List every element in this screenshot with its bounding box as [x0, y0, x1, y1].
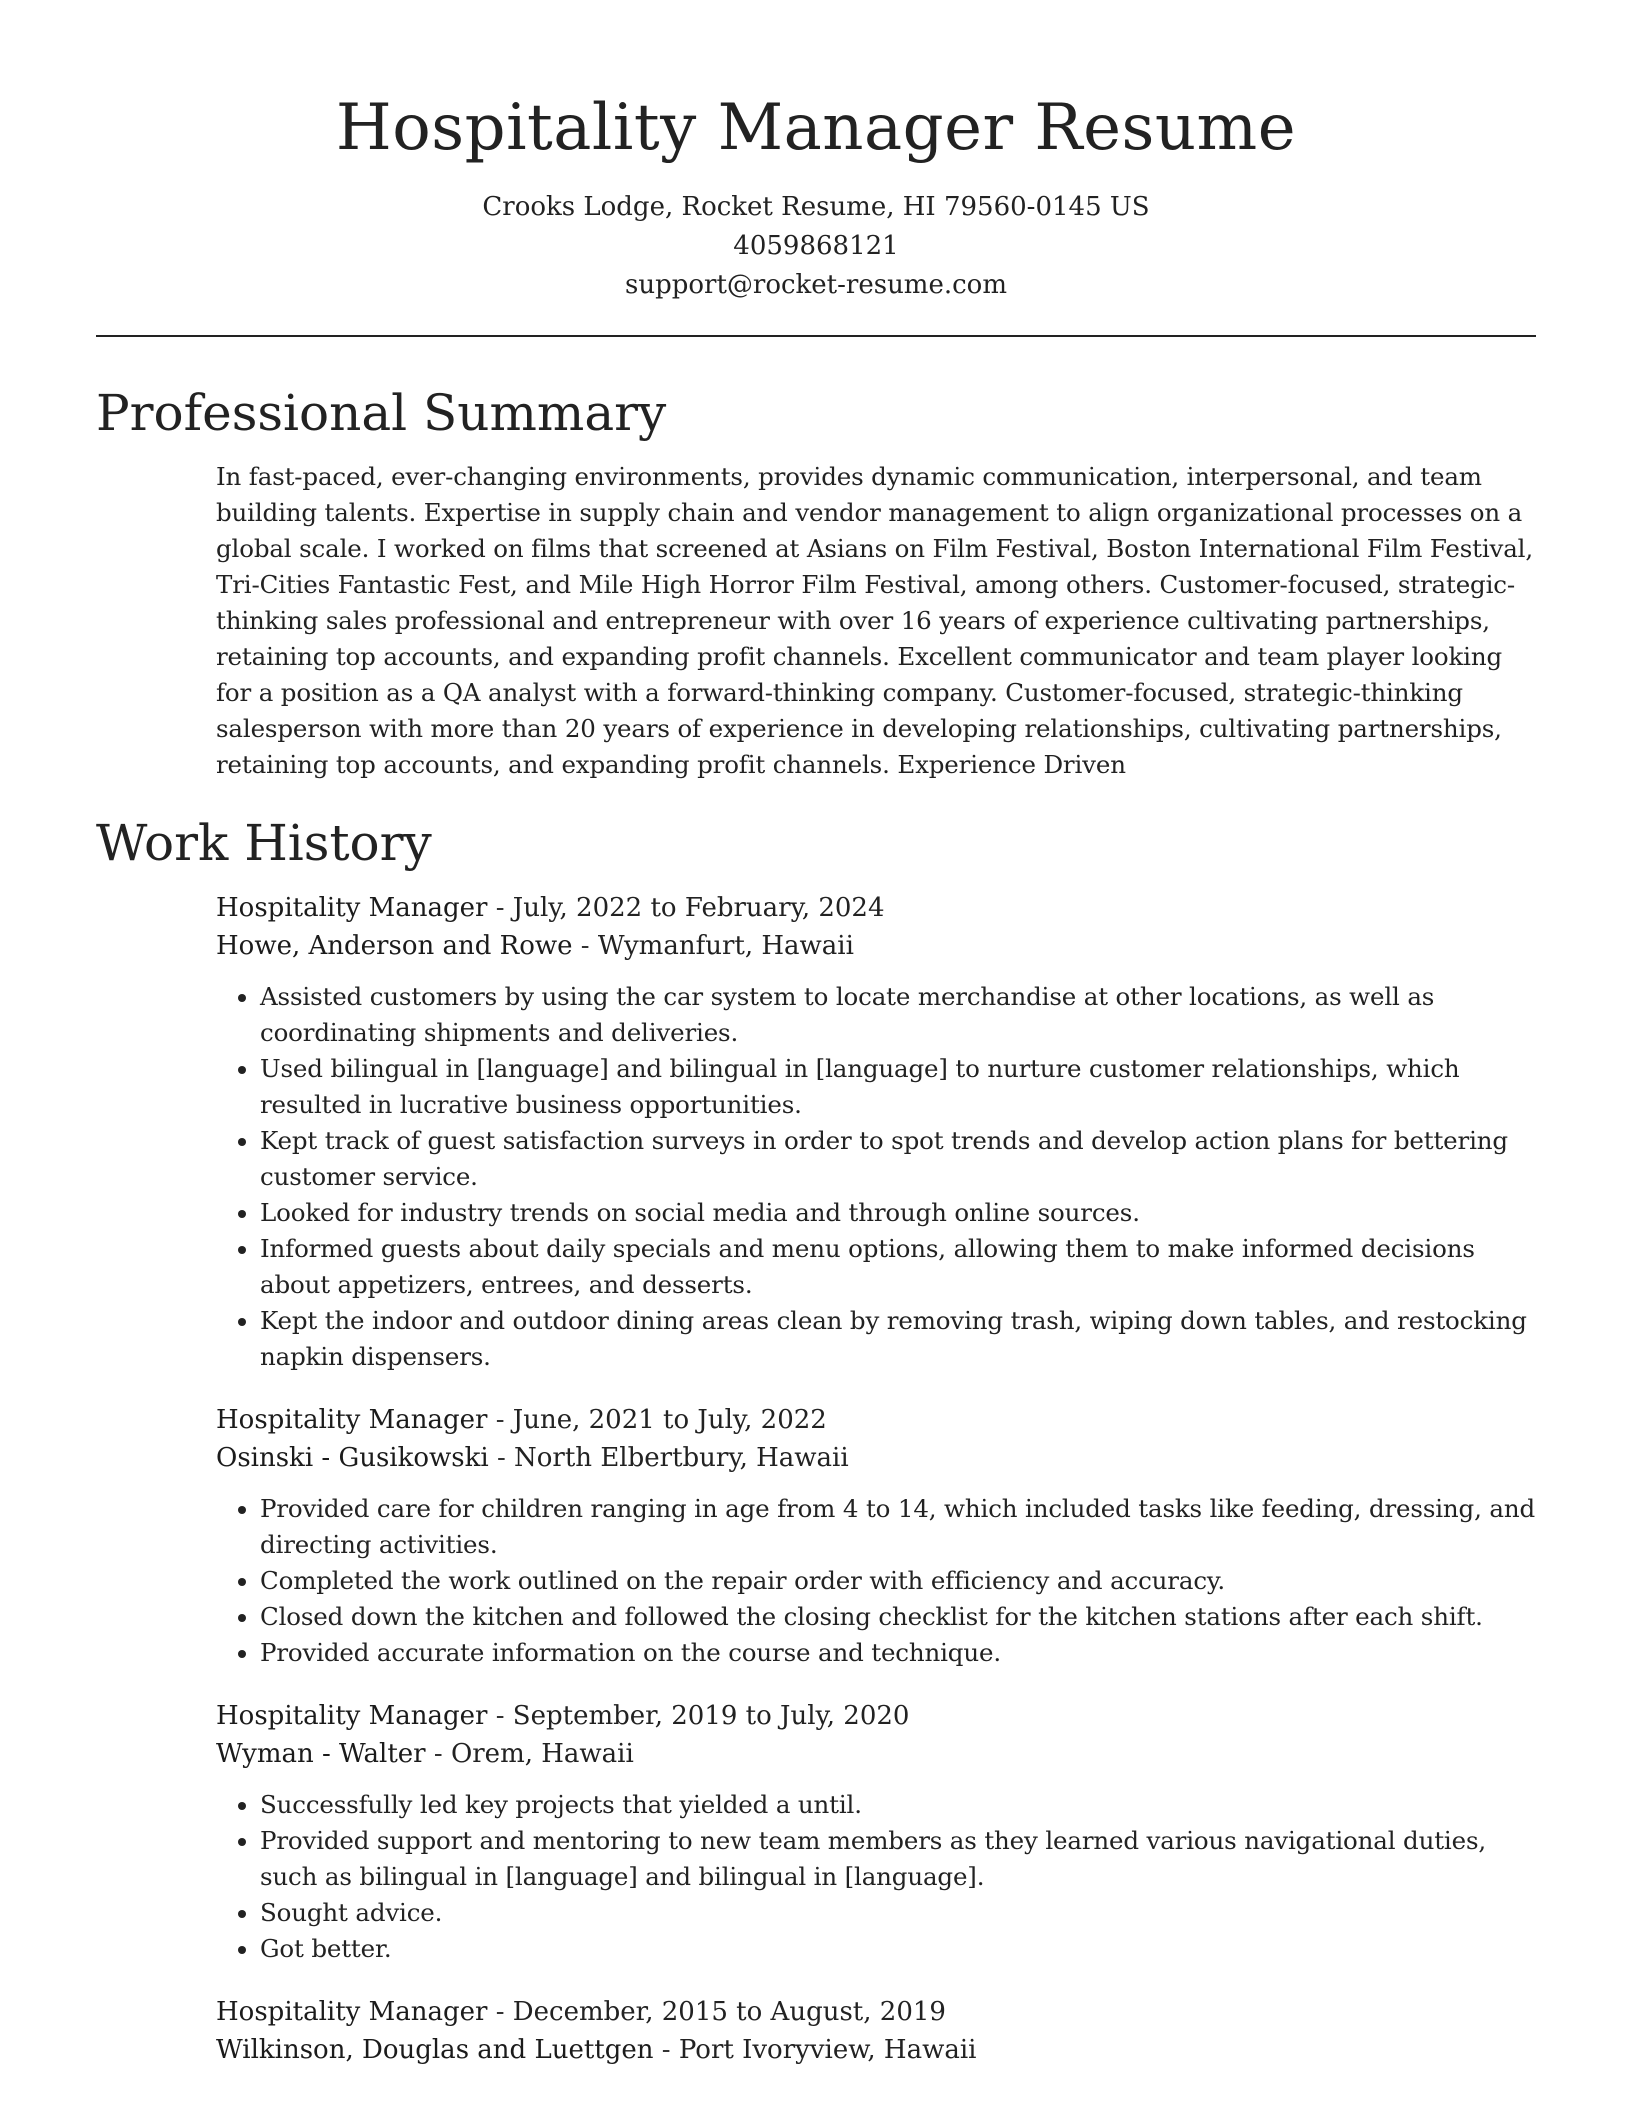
job-list: [96, 889, 1536, 2069]
section-heading-work-history: Work History: [96, 814, 432, 872]
contact-address: Crooks Lodge, Rocket Resume, HI 79560-0145 US: [482, 192, 1150, 222]
job-company: Wyman - Walter: [216, 1739, 426, 1769]
job-location: Wymanfurt, Hawaii: [597, 931, 854, 961]
job-location: Orem, Hawaii: [450, 1739, 634, 1769]
job-duty-item: • Got better.: [260, 1931, 1536, 1967]
job-title: Hospitality Manager: [216, 1997, 488, 2027]
job-duty-item: • Completed the work outlined on the repair order with efficiency and accuracy.: [260, 1563, 1536, 1599]
job-duty-item: • Provided support and mentoring to new team members as they learned various navigational duties, such as bilingual in [language] and bilingual in [language].: [260, 1823, 1536, 1895]
contact-phone: 4059868121: [733, 231, 899, 261]
job-company-line: [216, 927, 1536, 965]
job-separator: -: [496, 1443, 515, 1473]
job-title: Hospitality Manager: [216, 1405, 488, 1435]
job-entry: [216, 1401, 1536, 1671]
job-dates: December, 2015 to August, 2019: [512, 1997, 946, 2027]
job-entry: [216, 1993, 1536, 2069]
job-duty-item: • Sought advice.: [260, 1895, 1536, 1931]
professional-summary-section: [96, 381, 1536, 783]
job-duty-item: • Provided care for children ranging in age from 4 to 14, which included tasks like feeding, dressing, and directing activities.: [260, 1491, 1536, 1563]
job-dates: June, 2021 to July, 2022: [512, 1405, 827, 1435]
job-title: Hospitality Manager: [216, 1701, 488, 1731]
job-title-line: [216, 1993, 1536, 2031]
job-company-line: [216, 1735, 1536, 1773]
job-dates: September, 2019 to July, 2020: [512, 1701, 910, 1731]
job-separator: -: [433, 1739, 451, 1769]
job-company: Howe, Anderson and Rowe: [216, 931, 573, 961]
job-duty-item: • Provided accurate information on the course and technique.: [260, 1635, 1536, 1671]
job-separator: -: [495, 1701, 513, 1731]
job-separator: -: [495, 893, 513, 923]
job-company-line: [216, 1439, 1536, 1477]
job-duty-item: • Assisted customers by using the car system to locate merchandise at other locations, as well as coordinating shipments and deliveries.: [260, 979, 1536, 1051]
job-duty-item: • Successfully led key projects that yielded a until.: [260, 1787, 1536, 1823]
job-entry: [216, 889, 1536, 1375]
section-heading-summary: Professional Summary: [96, 384, 667, 442]
job-separator: -: [580, 931, 598, 961]
job-title: Hospitality Manager: [216, 893, 488, 923]
job-duty-item: • Kept the indoor and outdoor dining areas clean by removing trash, wiping down tables, and restocking napkin dispensers.: [260, 1303, 1536, 1375]
header-divider: [96, 335, 1536, 337]
contact-email: support@rocket-resume.com: [624, 270, 1007, 300]
job-company-line: [216, 2031, 1536, 2069]
job-dates: July, 2022 to February, 2024: [512, 893, 885, 923]
work-history-section: [96, 811, 1536, 2069]
job-duties-list: [216, 1491, 1536, 1671]
job-title-line: [216, 1697, 1536, 1735]
job-title-line: [216, 889, 1536, 927]
job-separator: -: [661, 2035, 679, 2065]
job-duty-item: • Informed guests about daily specials and menu options, allowing them to make informed decisions about appetizers, entrees, and desserts.: [260, 1231, 1536, 1303]
job-duty-item: • Closed down the kitchen and followed the closing checklist for the kitchen stations after each shift.: [260, 1599, 1536, 1635]
summary-paragraph: In fast-paced, ever-changing environments, provides dynamic communication, interpersonal, and team building talents. Expertise in supply chain and vendor management to align organizational processes on a global scale. I worked on films that screened at Asians on Film Festival, Boston International Film Festival, Tri-Cities Fantastic Fest, and Mile High Horror Film Festival, among others. Customer-focused, strategic-thinking sales professional and entrepreneur with over 16 years of experience cultivating partnerships, retaining top accounts, and expanding profit channels. Excellent communicator and team player looking for a position as a QA analyst with a forward-thinking company. Customer-focused, strategic-thinking salesperson with more than 20 years of experience in developing relationships, cultivating partnerships, retaining top accounts, and expanding profit channels. Experience Driven: [216, 462, 1533, 779]
job-duties-list: [216, 979, 1536, 1375]
job-location: Port Ivoryview, Hawaii: [678, 2035, 977, 2065]
job-title-line: [216, 1401, 1536, 1439]
job-duties-list: [216, 1787, 1536, 1967]
job-duty-item: • Looked for industry trends on social media and through online sources.: [260, 1195, 1536, 1231]
job-separator: -: [495, 1997, 513, 2027]
job-company: Osinski - Gusikowski: [216, 1443, 489, 1473]
job-duty-item: • Used bilingual in [language] and bilingual in [language] to nurture customer relationships, which resulted in lucrative business opportunities.: [260, 1051, 1536, 1123]
job-duty-item: • Kept track of guest satisfaction surveys in order to spot trends and develop action plans for bettering customer service.: [260, 1123, 1536, 1195]
resume-title: Hospitality Manager Resume: [335, 91, 1297, 165]
job-entry: [216, 1697, 1536, 1967]
resume-header: [96, 0, 1536, 305]
job-company: Wilkinson, Douglas and Luettgen: [216, 2035, 654, 2065]
job-separator: -: [495, 1405, 513, 1435]
job-location: North Elbertbury, Hawaii: [514, 1443, 849, 1473]
